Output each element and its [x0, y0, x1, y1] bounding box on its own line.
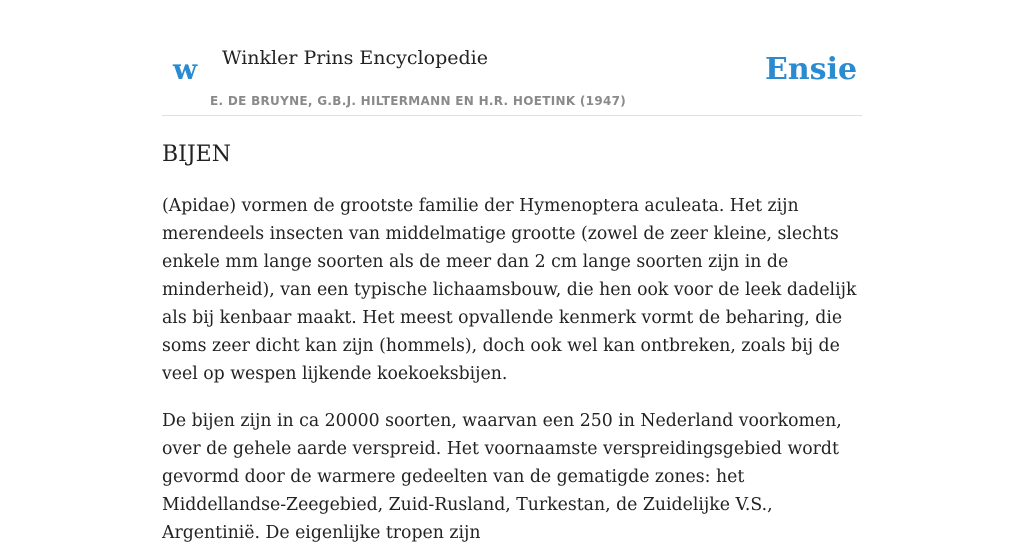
publication-authors: E. DE BRUYNE, G.B.J. HILTERMANN EN H.R. HOETINK (1947) — [210, 94, 627, 108]
article-paragraph: (Apidae) vormen de grootste familie der Hymenoptera aculeata. Het zijn merendeels insecten van middelmatige grootte (zowel de zeer kleine, slechts enkele mm lange soorten als de meer dan 2 cm lange soorten zijn in de minderheid), van een typische lichaamsbouw, die hen ook voor de leek dadelijk als bij kenbaar maakt. Het meest opvallende kenmerk vormt de beharing, die soms zeer dicht kan zijn (hommels), doch ook wel kan ontbreken, zoals bij de veel op wespen lijkende koekoeksbijen. — [162, 196, 857, 384]
publication-title: Winkler Prins Encyclopedie — [222, 47, 488, 69]
site-logo-icon[interactable]: w — [173, 53, 198, 86]
brand-logo[interactable]: Ensie — [765, 52, 858, 87]
header-divider — [162, 115, 862, 116]
article-paragraph: De bijen zijn in ca 20000 soorten, waarvan een 250 in Nederland voorkomen, over de gehele aarde verspreid. Het voornaamste verspreidingsgebied wordt gevormd door de warmere gedeelten van de gematigde zones: het Middellandse-Zeegebied, Zuid-Rusland, Turkestan, de Zuidelijke V.S., Argentinië. De eigenlijke tropen zijn — [162, 411, 842, 543]
article-title: BIJEN — [162, 142, 231, 167]
article — [162, 138, 862, 547]
